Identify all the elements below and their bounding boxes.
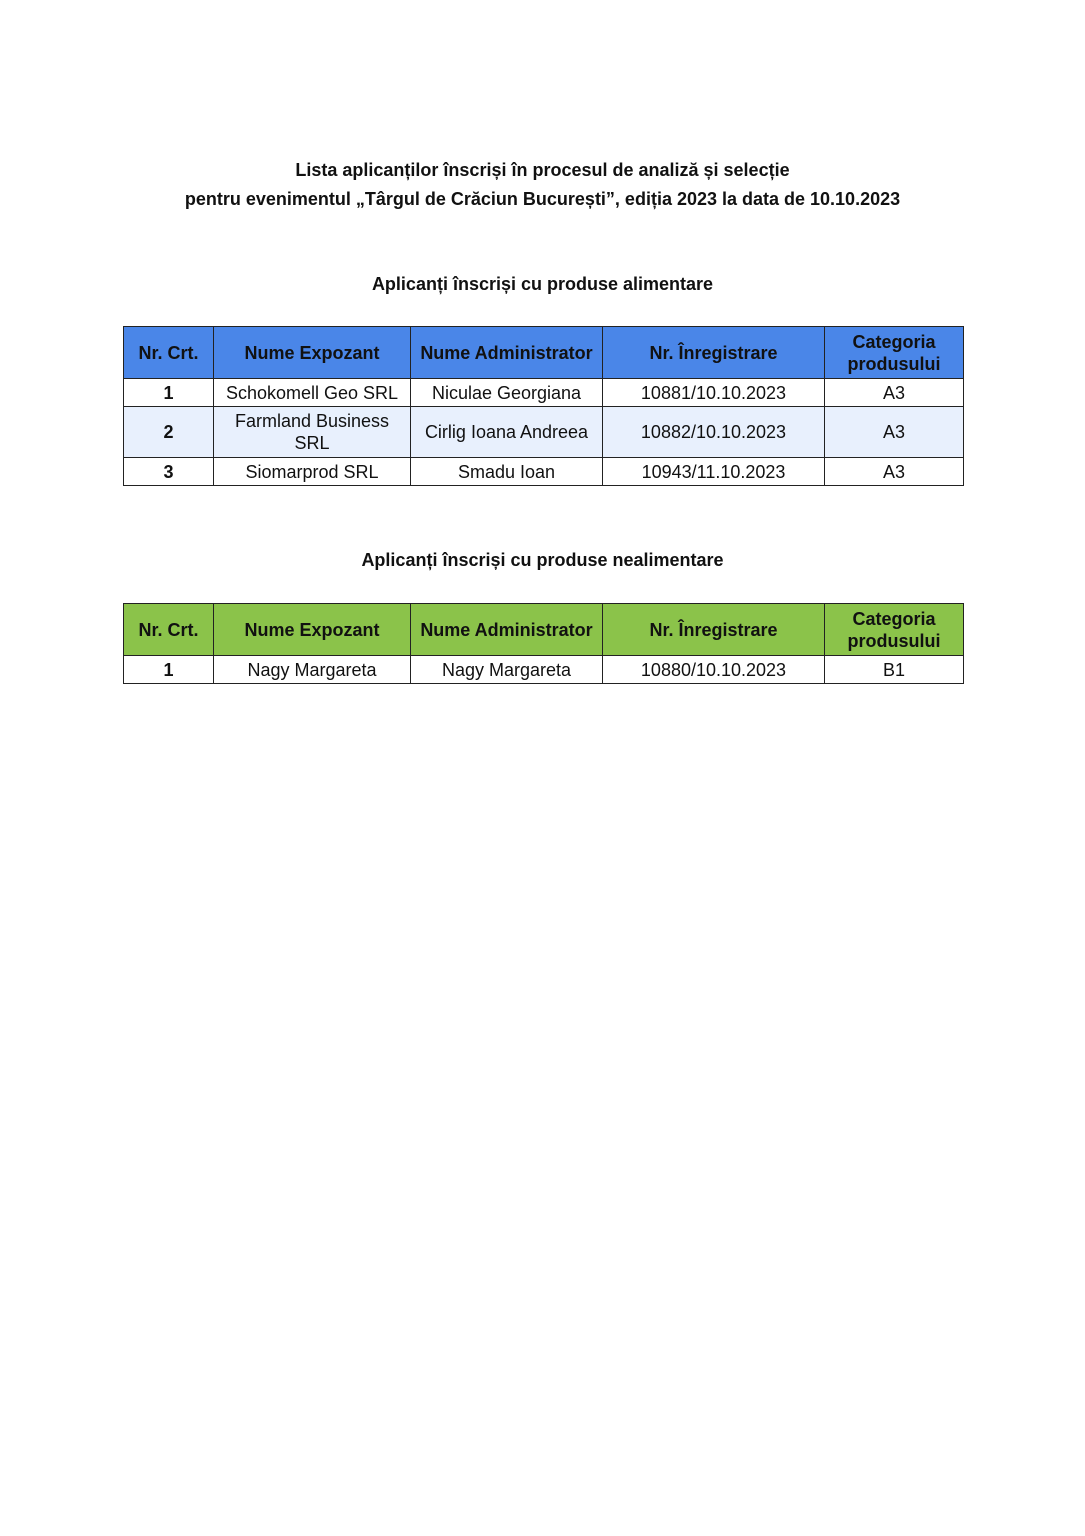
cell-categoria: B1 [825,656,964,684]
cell-administrator: Niculae Georgiana [411,379,603,407]
document-title [0,156,1085,214]
table-row [124,458,964,486]
cell-inregistrare: 10943/11.10.2023 [603,458,825,486]
cell-nr-crt: 3 [124,458,214,486]
cell-nr-crt: 1 [124,656,214,684]
header-nr-crt: Nr. Crt. [124,604,214,656]
cell-expozant: Siomarprod SRL [214,458,411,486]
cell-categoria: A3 [825,407,964,458]
cell-expozant: Schokomell Geo SRL [214,379,411,407]
cell-administrator: Nagy Margareta [411,656,603,684]
header-categoria-produsului: Categoria produsului [825,604,964,656]
table-row [124,656,964,684]
header-nume-expozant: Nume Expozant [214,327,411,379]
document-title-line-1: Lista aplicanților înscriși în procesul de analiză și selecție [295,160,790,180]
header-nr-crt: Nr. Crt. [124,327,214,379]
header-categoria-produsului: Categoria produsului [825,327,964,379]
cell-administrator: Smadu Ioan [411,458,603,486]
cell-administrator: Cirlig Ioana Andreea [411,407,603,458]
table-header-row [124,604,964,656]
nonfood-applicants-table [123,603,964,684]
cell-categoria: A3 [825,379,964,407]
document-title-line-2: pentru evenimentul „Târgul de Crăciun București”, ediția 2023 la data de 10.10.2023 [184,189,901,209]
cell-expozant: Nagy Margareta [214,656,411,684]
cell-inregistrare: 10881/10.10.2023 [603,379,825,407]
cell-nr-crt: 1 [124,379,214,407]
header-nume-administrator: Nume Administrator [411,327,603,379]
header-nr-inregistrare: Nr. Înregistrare [603,604,825,656]
table-header-row [124,327,964,379]
table-row [124,407,964,458]
nonfood-section-heading: Aplicanți înscriși cu produse nealimentare [361,550,724,570]
table-row [124,379,964,407]
cell-categoria: A3 [825,458,964,486]
cell-inregistrare: 10882/10.10.2023 [603,407,825,458]
cell-inregistrare: 10880/10.10.2023 [603,656,825,684]
header-nume-expozant: Nume Expozant [214,604,411,656]
cell-nr-crt: 2 [124,407,214,458]
food-section-heading: Aplicanți înscriși cu produse alimentare [371,274,714,294]
header-nr-inregistrare: Nr. Înregistrare [603,327,825,379]
cell-expozant: Farmland Business SRL [214,407,411,458]
header-nume-administrator: Nume Administrator [411,604,603,656]
food-applicants-table [123,326,964,486]
